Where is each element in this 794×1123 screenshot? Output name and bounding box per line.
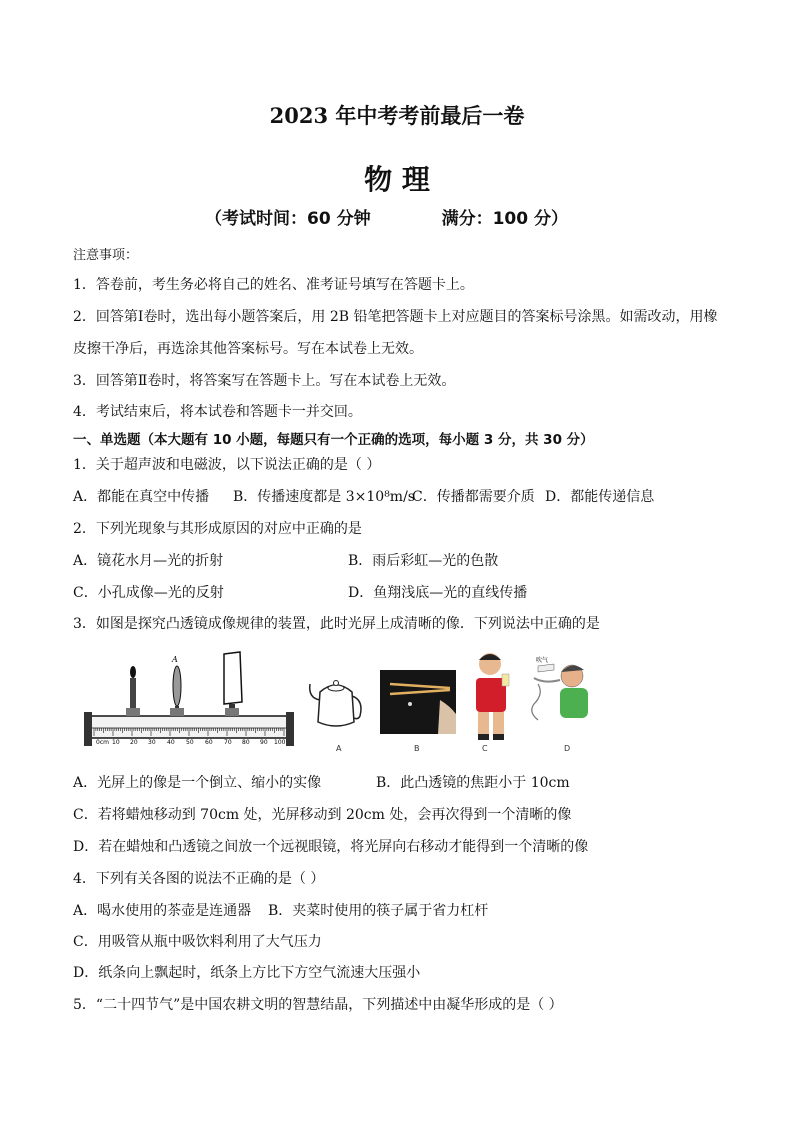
q3-option-d: D．若在蜡烛和凸透镜之间放一个远视眼镜，将光屏向右移动才能得到一个清晰的像 xyxy=(73,839,589,855)
ruler-tick: 90 xyxy=(260,739,268,746)
q3-option-a: A．光屏上的像是一个倒立、缩小的实像 xyxy=(73,775,322,791)
ruler-tick: 80 xyxy=(242,739,250,746)
figure-label-c: C xyxy=(482,744,488,753)
q2-option-d: D．鱼翔浅底—光的直线传播 xyxy=(348,585,528,601)
ruler-tick: 60 xyxy=(205,739,213,746)
figure-label-a: A xyxy=(336,744,342,753)
notice-item-2: 2．回答第Ⅰ卷时，选出每小题答案后，用 2B 铅笔把答题卡上对应题目的答案标号涂黑。如需改动，用橡 xyxy=(73,309,718,325)
ruler-tick: 30 xyxy=(148,739,156,746)
ruler-tick: 70 xyxy=(224,739,232,746)
blow-label: 吹气 xyxy=(536,657,549,664)
subject-title: 物 理 xyxy=(364,163,430,196)
q1-option-a: A．都能在真空中传播 xyxy=(73,489,210,505)
notice-item-3: 3．回答第Ⅱ卷时，将答案写在答题卡上。写在本试卷上无效。 xyxy=(73,373,456,389)
ruler-tick: 40 xyxy=(167,739,175,746)
q2-option-c: C．小孔成像—光的反射 xyxy=(73,585,224,601)
q3-option-c: C．若将蜡烛移动到 70cm 处，光屏移动到 20cm 处，会再次得到一个清晰的像 xyxy=(73,807,572,823)
q3-option-b: B．此凸透镜的焦距小于 10cm xyxy=(376,775,570,791)
figure-label-d: D xyxy=(564,744,571,753)
q4-option-a: A．喝水使用的茶壶是连通器 xyxy=(73,903,252,919)
ruler-tick: 50 xyxy=(186,739,194,746)
q4-stem: 4．下列有关各图的说法不正确的是（ ） xyxy=(73,871,325,887)
ruler-unit: 0cm xyxy=(96,739,109,746)
q2-option-b: B．雨后彩虹—光的色散 xyxy=(348,553,499,569)
figure-row xyxy=(84,648,594,758)
notice-item-4: 4．考试结束后，将本试卷和答题卡一并交回。 xyxy=(73,404,362,420)
ruler-tick: 20 xyxy=(130,739,138,746)
ruler-tick: 100 xyxy=(274,739,286,746)
q3-stem: 3．如图是探究凸透镜成像规律的装置，此时光屏上成清晰的像．下列说法中正确的是 xyxy=(73,616,600,632)
q1-option-b: B．传播速度都是 3×10⁸m/s xyxy=(233,489,415,505)
blowing-paper-figure xyxy=(524,654,594,738)
q2-stem: 2．下列光现象与其形成原因的对应中正确的是 xyxy=(73,521,362,537)
chopsticks-figure xyxy=(380,670,456,734)
exam-title: 2023 年中考考前最后一卷 xyxy=(269,103,525,128)
boy-drinking-figure xyxy=(466,648,518,742)
notice-item-1: 1．答卷前，考生务必将自己的姓名、准考证号填写在答题卡上。 xyxy=(73,277,474,293)
ruler-tick-labels xyxy=(112,739,286,746)
q1-option-d: D．都能传递信息 xyxy=(545,489,655,505)
q4-option-b: B．夹菜时使用的筷子属于省力杠杆 xyxy=(268,903,489,919)
section-heading: 一、单选题（本大题有 10 小题，每题只有一个正确的选项，每小题 3 分，共 30 分） xyxy=(73,432,594,448)
q5-stem: 5．“二十四节气”是中国农耕文明的智慧结晶，下列描述中由凝华形成的是（ ） xyxy=(73,997,563,1013)
notice-item-2-cont: 皮擦干净后，再选涂其他答案标号。写在本试卷上无效。 xyxy=(73,341,423,357)
exam-info: （考试时间：60 分钟 满分：100 分） xyxy=(205,209,569,229)
teapot-figure xyxy=(306,670,366,734)
ruler-tick: 10 xyxy=(112,739,120,746)
optical-bench-figure xyxy=(84,648,294,750)
lens-label-a: A xyxy=(172,655,178,664)
figure-label-b: B xyxy=(414,744,420,753)
q4-option-c: C．用吸管从瓶中吸饮料利用了大气压力 xyxy=(73,934,322,950)
notice-heading: 注意事项： xyxy=(73,248,139,263)
q1-stem: 1．关于超声波和电磁波，以下说法正确的是（ ） xyxy=(73,457,381,473)
q4-option-d: D．纸条向上飘起时，纸条上方比下方空气流速大压强小 xyxy=(73,965,421,981)
q1-option-c: C．传播都需要介质 xyxy=(412,489,535,505)
q2-option-a: A．镜花水月—光的折射 xyxy=(73,553,224,569)
